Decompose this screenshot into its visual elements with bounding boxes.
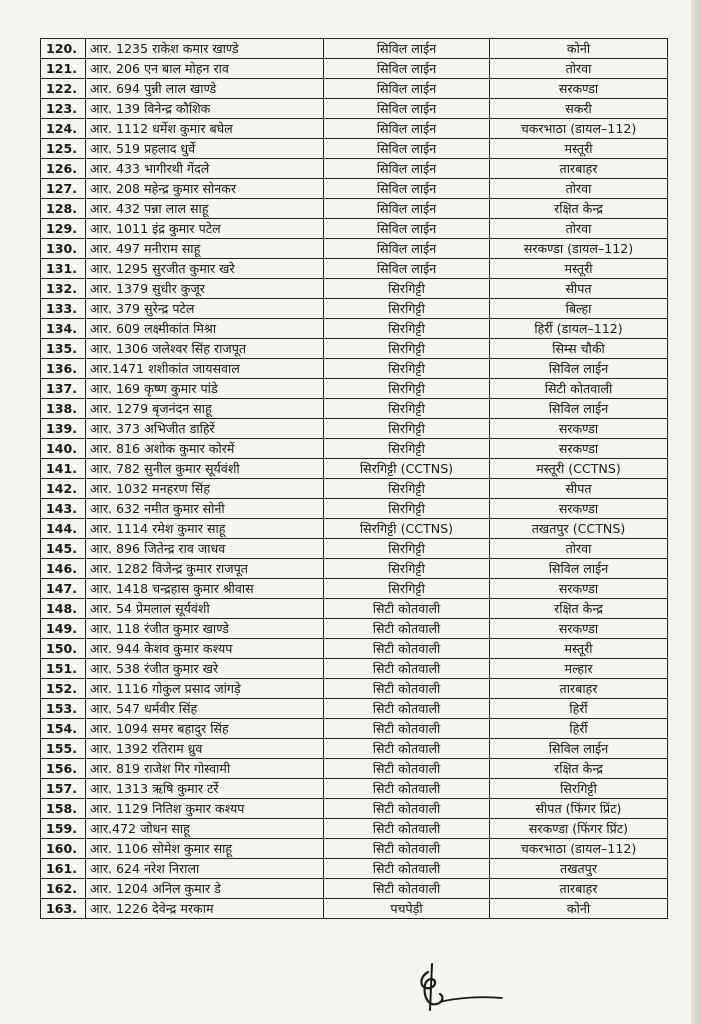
table-row [41,359,668,379]
current-posting: सिरगिट्टी [324,559,490,579]
serial-number: 158. [41,799,86,819]
current-posting: सिविल लाईन [324,59,490,79]
current-posting: सिविल लाईन [324,199,490,219]
serial-number: 148. [41,599,86,619]
new-posting: मस्तूरी [490,259,668,279]
serial-number: 139. [41,419,86,439]
new-posting: मल्हार [490,659,668,679]
table-row [41,719,668,739]
employee-name: आर. 118 रंजीत कुमार खाण्डे [86,619,324,639]
employee-name: आर. 538 रंजीत कुमार खरे [86,659,324,679]
table-row [41,819,668,839]
serial-number: 162. [41,879,86,899]
serial-number: 131. [41,259,86,279]
new-posting: सीपत [490,479,668,499]
new-posting: तारबाहर [490,159,668,179]
serial-number: 145. [41,539,86,559]
table-row [41,879,668,899]
serial-number: 142. [41,479,86,499]
new-posting: कोनी [490,899,668,919]
current-posting: सिविल लाईन [324,159,490,179]
new-posting: रक्षित केन्द्र [490,759,668,779]
new-posting: कोनी [490,39,668,59]
employee-name: आर. 1313 ऋषि कुमार टर्रे [86,779,324,799]
employee-name: आर. 169 कृष्ण कुमार पांडे [86,379,324,399]
new-posting: सीपत [490,279,668,299]
table-row [41,339,668,359]
serial-number: 121. [41,59,86,79]
table-row [41,519,668,539]
employee-name: आर. 1282 विजेन्द्र कुमार राजपूत [86,559,324,579]
serial-number: 144. [41,519,86,539]
serial-number: 147. [41,579,86,599]
new-posting: तोरवा [490,539,668,559]
employee-name: आर. 1112 धर्मेश कुमार बघेल [86,119,324,139]
current-posting: सिरगिट्टी [324,279,490,299]
employee-name: आर. 497 मनीराम साहू [86,239,324,259]
employee-name: आर. 819 राजेश गिर गोस्वामी [86,759,324,779]
employee-name: आर. 1106 सोमेश कुमार साहू [86,839,324,859]
employee-name: आर. 1392 रतिराम ध्रुव [86,739,324,759]
current-posting: सिविल लाईन [324,99,490,119]
employee-name: आर. 1204 अनिल कुमार डे [86,879,324,899]
serial-number: 123. [41,99,86,119]
table-row [41,159,668,179]
serial-number: 141. [41,459,86,479]
page-edge [691,0,701,1024]
employee-name: आर. 373 अभिजीत डाहिरें [86,419,324,439]
new-posting: तोरवा [490,179,668,199]
serial-number: 153. [41,699,86,719]
employee-name: आर. 1032 मनहरण सिंह [86,479,324,499]
table-row [41,479,668,499]
signature [410,958,510,1018]
current-posting: सिटी कोतवाली [324,739,490,759]
current-posting: सिरगिट्टी [324,539,490,559]
current-posting: सिटी कोतवाली [324,679,490,699]
new-posting: रक्षित केन्द्र [490,199,668,219]
serial-number: 149. [41,619,86,639]
serial-number: 160. [41,839,86,859]
current-posting: सिविल लाईन [324,219,490,239]
new-posting: सरकण्डा [490,419,668,439]
table-row [41,379,668,399]
new-posting: मस्तूरी [490,139,668,159]
current-posting: सिरगिट्टी [324,479,490,499]
new-posting: चकरभाठा (डायल–112) [490,119,668,139]
serial-number: 140. [41,439,86,459]
new-posting: सिरगिट्टी [490,779,668,799]
new-posting: तोरवा [490,219,668,239]
serial-number: 125. [41,139,86,159]
new-posting: मस्तूरी (CCTNS) [490,459,668,479]
employee-name: आर. 944 केशव कुमार कश्यप [86,639,324,659]
table-row [41,639,668,659]
transfer-table-body [41,39,668,919]
new-posting: बिल्हा [490,299,668,319]
serial-number: 133. [41,299,86,319]
new-posting: सकरी [490,99,668,119]
table-row [41,859,668,879]
table-row [41,239,668,259]
table-row [41,99,668,119]
employee-name: आर. 1279 बृजनंदन साहू [86,399,324,419]
current-posting: सिरगिट्टी [324,419,490,439]
table-row [41,319,668,339]
new-posting: तखतपुर [490,859,668,879]
current-posting: सिविल लाईन [324,179,490,199]
table-row [41,779,668,799]
table-row [41,899,668,919]
current-posting: सिरगिट्टी (CCTNS) [324,519,490,539]
current-posting: सिटी कोतवाली [324,619,490,639]
table-row [41,299,668,319]
new-posting: चकरभाठा (डायल–112) [490,839,668,859]
new-posting: तारबाहर [490,679,668,699]
new-posting: सरकण्डा [490,79,668,99]
current-posting: सिटी कोतवाली [324,659,490,679]
current-posting: सिटी कोतवाली [324,699,490,719]
employee-name: आर. 896 जितेन्द्र राव जाधव [86,539,324,559]
table-row [41,539,668,559]
employee-name: आर. 208 महेन्द्र कुमार सोनकर [86,179,324,199]
new-posting: सरकण्डा [490,579,668,599]
serial-number: 143. [41,499,86,519]
new-posting: हिर्री [490,719,668,739]
serial-number: 135. [41,339,86,359]
employee-name: आर. 379 सुरेन्द्र पटेल [86,299,324,319]
employee-name: आर. 206 एन बाल मोहन राव [86,59,324,79]
table-row [41,179,668,199]
table-row [41,139,668,159]
serial-number: 161. [41,859,86,879]
serial-number: 155. [41,739,86,759]
new-posting: सरकण्डा (डायल–112) [490,239,668,259]
table-row [41,59,668,79]
table-row [41,259,668,279]
employee-name: आर. 1094 समर बहादुर सिंह [86,719,324,739]
current-posting: सिरगिट्टी [324,499,490,519]
serial-number: 122. [41,79,86,99]
serial-number: 159. [41,819,86,839]
serial-number: 130. [41,239,86,259]
employee-name: आर. 1235 राकेश कमार खाण्डे [86,39,324,59]
serial-number: 151. [41,659,86,679]
table-row [41,199,668,219]
employee-name: आर. 632 नमीत कुमार सोनी [86,499,324,519]
employee-name: आर. 139 विनेन्द्र कौशिक [86,99,324,119]
serial-number: 132. [41,279,86,299]
current-posting: सिरगिट्टी [324,439,490,459]
table-row [41,439,668,459]
serial-number: 137. [41,379,86,399]
new-posting: सिविल लाईन [490,559,668,579]
new-posting: मस्तूरी [490,639,668,659]
new-posting: तखतपुर (CCTNS) [490,519,668,539]
new-posting: तोरवा [490,59,668,79]
serial-number: 163. [41,899,86,919]
new-posting: सरकण्डा [490,619,668,639]
current-posting: सिरगिट्टी [324,319,490,339]
table-row [41,499,668,519]
employee-name: आर. 547 धर्मवीर सिंह [86,699,324,719]
serial-number: 126. [41,159,86,179]
table-row [41,279,668,299]
current-posting: सिटी कोतवाली [324,839,490,859]
serial-number: 138. [41,399,86,419]
new-posting: रक्षित केन्द्र [490,599,668,619]
table-row [41,739,668,759]
table-row [41,419,668,439]
employee-name: आर.1471 शशीकांत जायसवाल [86,359,324,379]
employee-name: आर. 1116 गोकुल प्रसाद जांगड़े [86,679,324,699]
current-posting: सिविल लाईन [324,39,490,59]
employee-name: आर. 694 पुन्नी लाल खाण्डे [86,79,324,99]
new-posting: सीपत (फिंगर प्रिंट) [490,799,668,819]
employee-name: आर. 816 अशोक कुमार कोरमें [86,439,324,459]
serial-number: 152. [41,679,86,699]
current-posting: सिटी कोतवाली [324,759,490,779]
current-posting: पचपेड़ी [324,899,490,919]
employee-name: आर. 519 प्रहलाद धुर्वे [86,139,324,159]
current-posting: सिटी कोतवाली [324,639,490,659]
serial-number: 154. [41,719,86,739]
serial-number: 120. [41,39,86,59]
employee-name: आर. 432 पन्ना लाल साहू [86,199,324,219]
transfer-table [40,38,668,919]
new-posting: सिम्स चौकी [490,339,668,359]
current-posting: सिरगिट्टी (CCTNS) [324,459,490,479]
serial-number: 128. [41,199,86,219]
new-posting: सरकण्डा (फिंगर प्रिंट) [490,819,668,839]
new-posting: हिर्री (डायल–112) [490,319,668,339]
table-row [41,799,668,819]
employee-name: आर. 1226 देवेन्द्र मरकाम [86,899,324,919]
current-posting: सिटी कोतवाली [324,779,490,799]
current-posting: सिटी कोतवाली [324,879,490,899]
table-row [41,39,668,59]
current-posting: सिविल लाईन [324,259,490,279]
table-row [41,79,668,99]
new-posting: सरकण्डा [490,499,668,519]
serial-number: 136. [41,359,86,379]
current-posting: सिटी कोतवाली [324,819,490,839]
employee-name: आर. 1295 सुरजीत कुमार खरे [86,259,324,279]
table-row [41,399,668,419]
employee-name: आर. 54 प्रेमलाल सूर्यवंशी [86,599,324,619]
new-posting: सिविल लाईन [490,359,668,379]
current-posting: सिरगिट्टी [324,579,490,599]
employee-name: आर. 1306 जलेश्वर सिंह राजपूत [86,339,324,359]
table-row [41,619,668,639]
current-posting: सिटी कोतवाली [324,719,490,739]
current-posting: सिविल लाईन [324,119,490,139]
current-posting: सिरगिट्टी [324,359,490,379]
table-row [41,839,668,859]
employee-name: आर. 609 लक्ष्मीकांत मिश्रा [86,319,324,339]
table-row [41,559,668,579]
new-posting: सरकण्डा [490,439,668,459]
current-posting: सिरगिट्टी [324,339,490,359]
new-posting: सिविल लाईन [490,739,668,759]
employee-name: आर. 1114 रमेश कुमार साहू [86,519,324,539]
table-row [41,459,668,479]
table-row [41,579,668,599]
current-posting: सिटी कोतवाली [324,599,490,619]
current-posting: सिटी कोतवाली [324,859,490,879]
table-row [41,699,668,719]
serial-number: 146. [41,559,86,579]
serial-number: 127. [41,179,86,199]
employee-name: आर. 433 भागीरथी गेंदले [86,159,324,179]
serial-number: 129. [41,219,86,239]
employee-name: आर. 1418 चन्द्रहास कुमार श्रीवास [86,579,324,599]
employee-name: आर. 1129 नितिश कुमार कश्यप [86,799,324,819]
new-posting: तारबाहर [490,879,668,899]
new-posting: सिटी कोतवाली [490,379,668,399]
employee-name: आर. 624 नरेश निराला [86,859,324,879]
current-posting: सिविल लाईन [324,139,490,159]
current-posting: सिविल लाईन [324,239,490,259]
serial-number: 150. [41,639,86,659]
current-posting: सिरगिट्टी [324,399,490,419]
current-posting: सिटी कोतवाली [324,799,490,819]
employee-name: आर. 1011 इंद्र कुमार पटेल [86,219,324,239]
current-posting: सिरगिट्टी [324,379,490,399]
employee-name: आर. 782 सुनील कुमार सूर्यवंशी [86,459,324,479]
new-posting: हिर्री [490,699,668,719]
new-posting: सिविल लाईन [490,399,668,419]
serial-number: 124. [41,119,86,139]
current-posting: सिविल लाईन [324,79,490,99]
table-row [41,759,668,779]
employee-name: आर.472 जोधन साहू [86,819,324,839]
serial-number: 157. [41,779,86,799]
table-row [41,679,668,699]
table-row [41,119,668,139]
current-posting: सिरगिट्टी [324,299,490,319]
table-row [41,219,668,239]
serial-number: 134. [41,319,86,339]
table-row [41,599,668,619]
employee-name: आर. 1379 सुधीर कुजूर [86,279,324,299]
serial-number: 156. [41,759,86,779]
table-row [41,659,668,679]
